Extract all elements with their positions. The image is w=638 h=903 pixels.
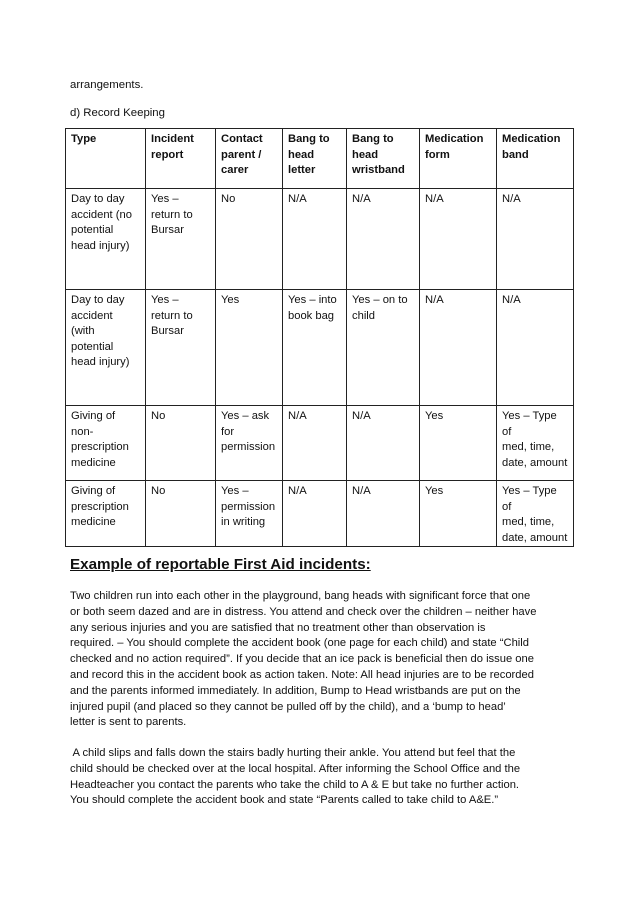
example-paragraph-2 xyxy=(70,746,590,809)
table-cell: N/A xyxy=(347,481,420,547)
header-contact-parent: Contact parent / carer xyxy=(216,129,283,189)
table-cell: N/A xyxy=(420,290,497,406)
example-paragraph-1 xyxy=(70,589,590,731)
paragraph-line: Two children run into each other in the playground, bang heads with significant force that one xyxy=(70,590,531,602)
table-cell: Yes – ask for permission xyxy=(216,406,283,481)
table-row xyxy=(66,406,574,481)
header-bang-to-head-wristband: Bang to head wristband xyxy=(347,129,420,189)
header-type: Type xyxy=(66,129,146,189)
table-row xyxy=(66,290,574,406)
record-keeping-table xyxy=(65,128,574,547)
table-cell: N/A xyxy=(283,406,347,481)
table-cell: Yes xyxy=(420,481,497,547)
table-row xyxy=(66,481,574,547)
paragraph-line: required. – You should complete the accident book (one page for each child) and state “Child xyxy=(70,637,529,650)
table-cell: No xyxy=(216,189,283,290)
table-cell: N/A xyxy=(347,189,420,290)
table-cell: Yes – return to Bursar xyxy=(146,290,216,406)
section-label: d) Record Keeping xyxy=(70,107,165,119)
table-cell: Giving of non- prescription medicine xyxy=(66,406,146,481)
continuation-text: arrangements. xyxy=(70,79,144,91)
paragraph-line: any serious injuries and you are satisfied that no treatment other than observation is xyxy=(70,621,486,634)
paragraph-line: child should be checked over at the local hospital. After informing the School Office and the xyxy=(70,762,521,775)
header-incident-report: Incident report xyxy=(146,129,216,189)
table-cell: N/A xyxy=(497,189,574,290)
paragraph-line: or both seem dazed and are in distress. You attend and check over the children – neither have xyxy=(70,605,537,618)
table-cell: No xyxy=(146,481,216,547)
table-header-row xyxy=(66,129,574,189)
table-cell: Yes – Type of med, time, date, amount xyxy=(497,481,574,547)
table-cell: No xyxy=(146,406,216,481)
header-medication-band: Medication band xyxy=(497,129,574,189)
example-heading: Example of reportable First Aid incidents: xyxy=(70,556,371,573)
header-medication-form: Medication form xyxy=(420,129,497,189)
paragraph-line: injured pupil (and placed so they cannot be pulled off by the child), and a ‘bump to head’ xyxy=(70,700,506,713)
paragraph-line: Headteacher you contact the parents who take the child to A & E but take no further action. xyxy=(70,778,520,791)
table-cell: N/A xyxy=(497,290,574,406)
table-cell: Day to day accident (no potential head injury) xyxy=(66,189,146,290)
paragraph-line: checked and no action required”. If you decide that an ice pack is beneficial then do issue one xyxy=(70,653,534,666)
header-bang-to-head-letter: Bang to head letter xyxy=(283,129,347,189)
table-row xyxy=(66,189,574,290)
paragraph-line: and record this in the accident book as action taken. Note: All head injuries are to be recorded xyxy=(70,668,534,681)
table-cell: Yes xyxy=(216,290,283,406)
paragraph-line: letter is sent to parents. xyxy=(70,716,187,729)
table-cell: Yes – into book bag xyxy=(283,290,347,406)
paragraph-line: and the parents informed immediately. In addition, Bump to Head wristbands are put on the xyxy=(70,684,521,697)
table-cell: N/A xyxy=(283,189,347,290)
table-cell: Yes – on to child xyxy=(347,290,420,406)
table-cell: N/A xyxy=(283,481,347,547)
table-cell: Yes xyxy=(420,406,497,481)
paragraph-line: A child slips and falls down the stairs badly hurting their ankle. You attend but feel that the xyxy=(70,747,516,759)
table-cell: Yes – permission in writing xyxy=(216,481,283,547)
table-cell: Yes – return to Bursar xyxy=(146,189,216,290)
table-cell: N/A xyxy=(347,406,420,481)
table-cell: Yes – Type of med, time, date, amount xyxy=(497,406,574,481)
table-cell: Giving of prescription medicine xyxy=(66,481,146,547)
table-cell: Day to day accident (with potential head injury) xyxy=(66,290,146,406)
table-cell: N/A xyxy=(420,189,497,290)
paragraph-line: You should complete the accident book and state “Parents called to take child to A&E.” xyxy=(70,794,499,807)
